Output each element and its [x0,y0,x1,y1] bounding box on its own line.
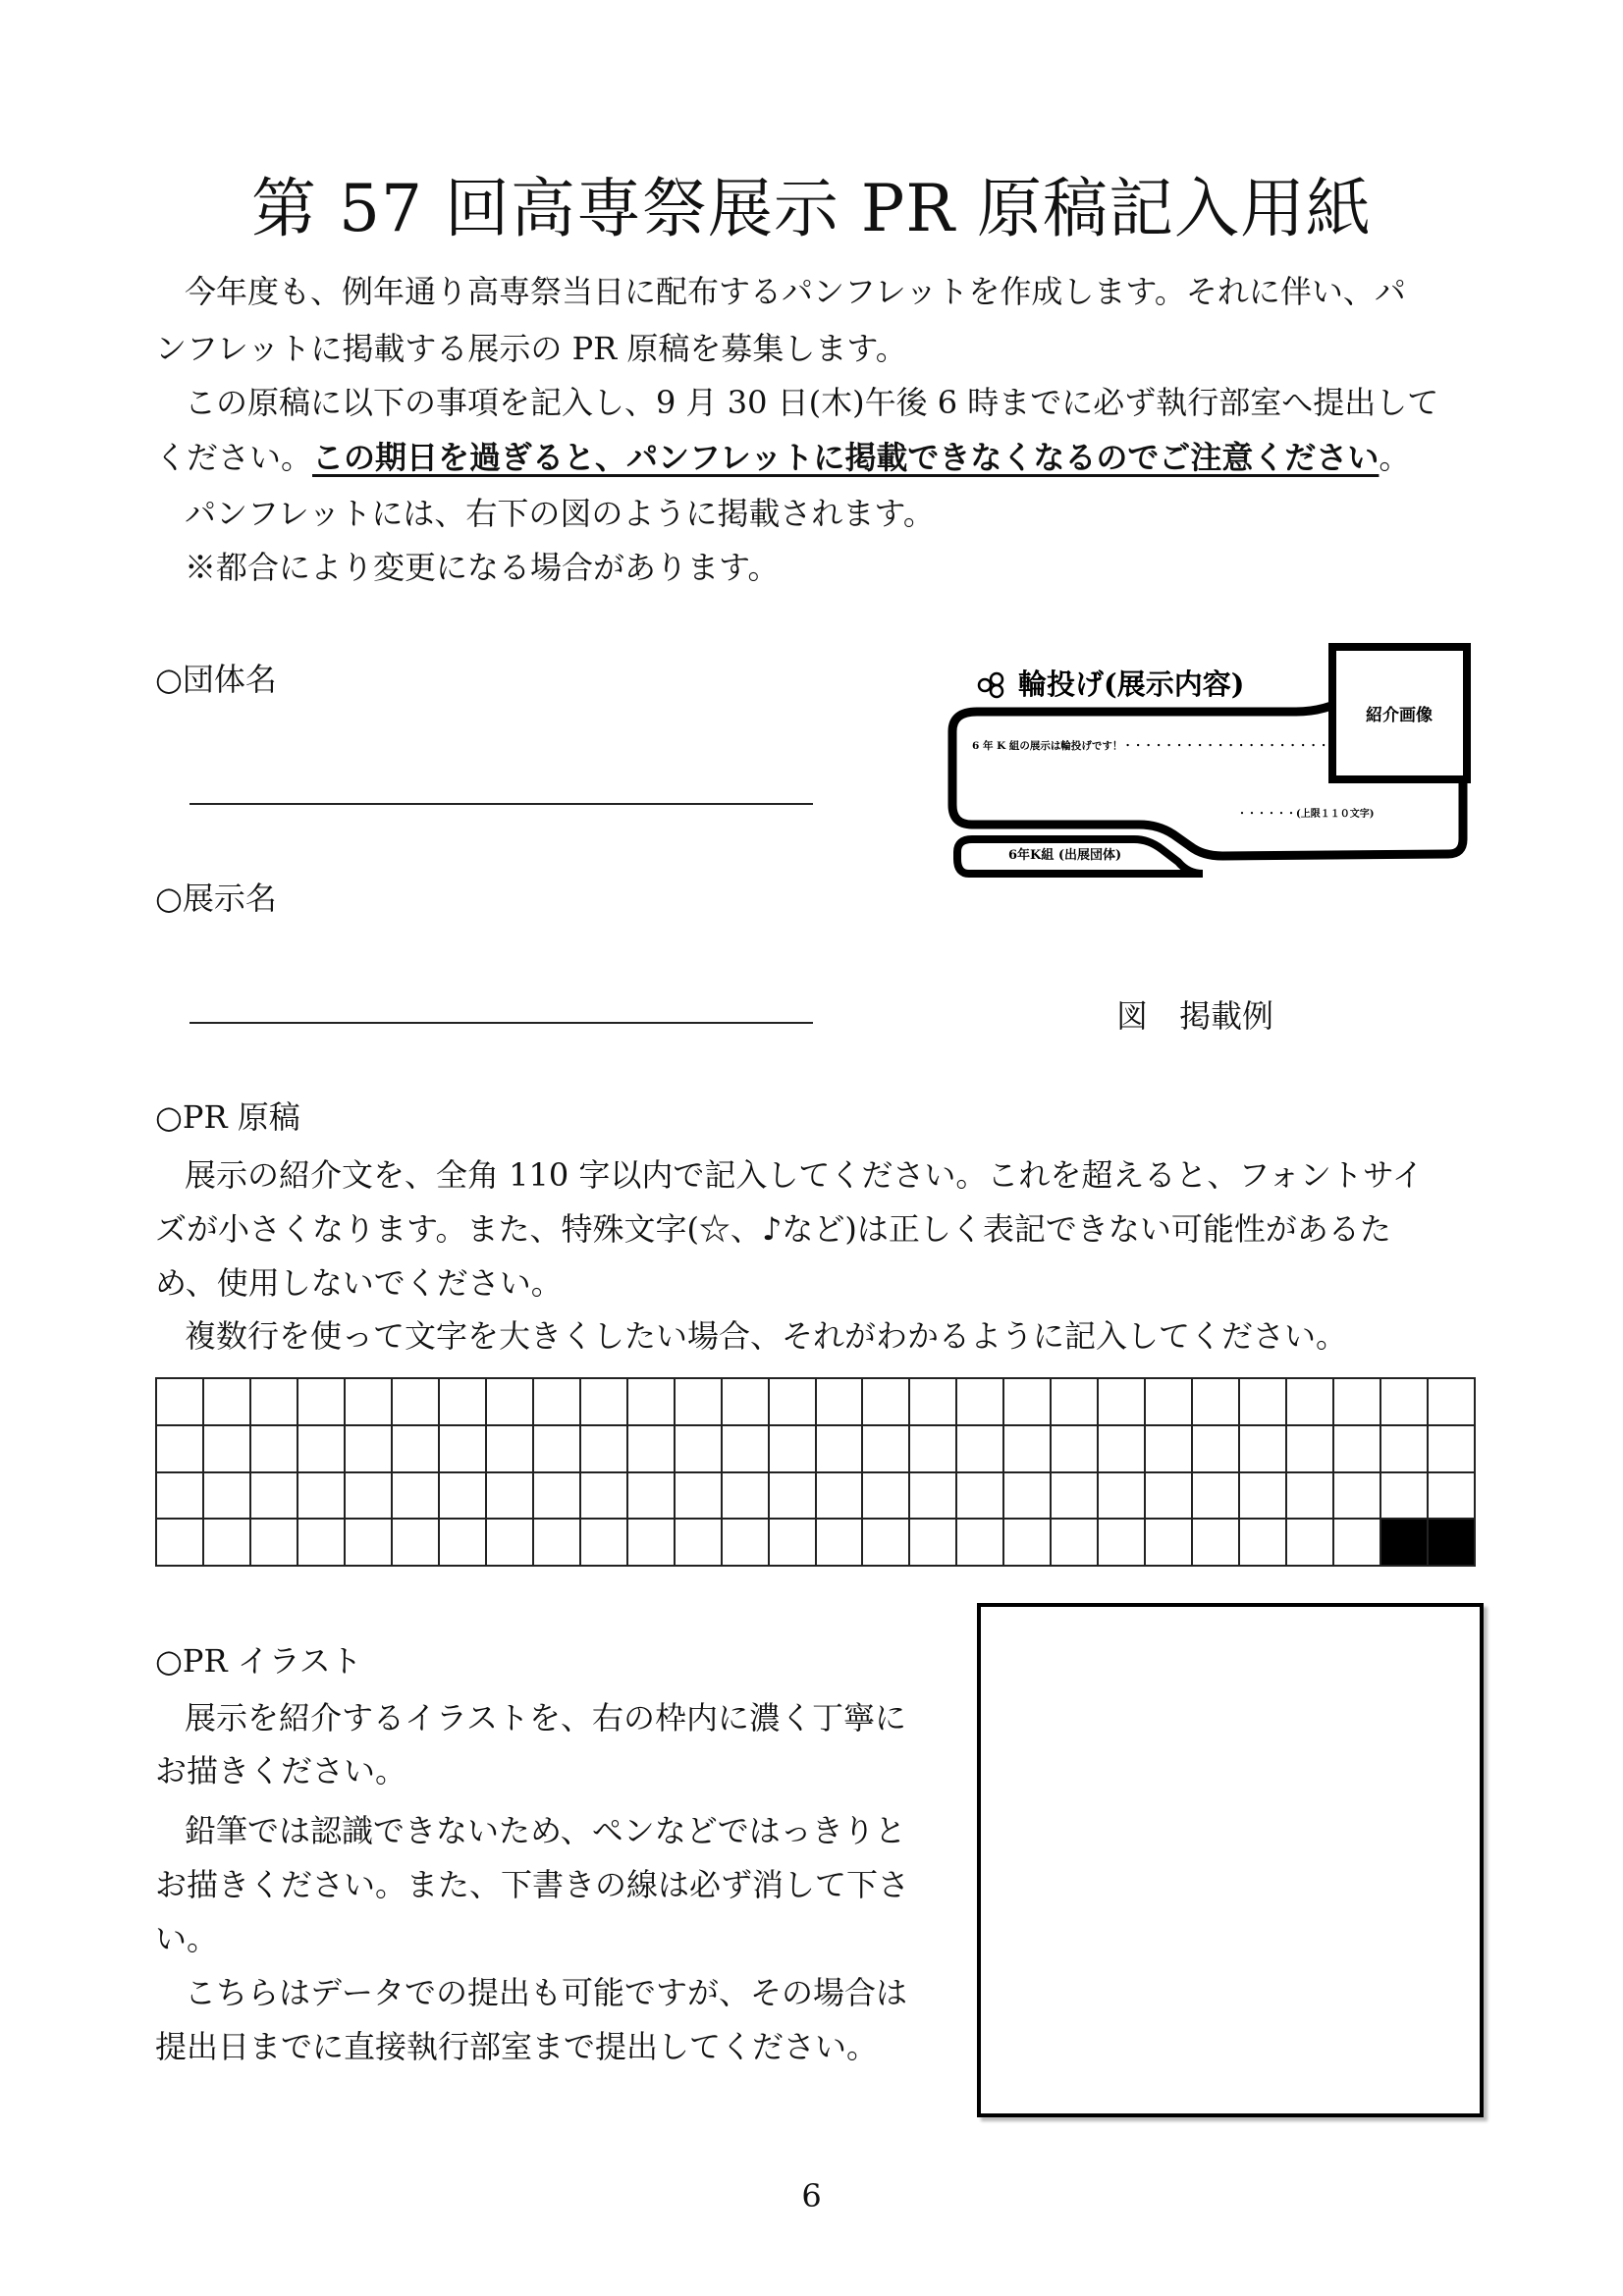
figure-heading: 輪投げ(展示内容) [1018,667,1245,701]
grid-cell[interactable] [770,1426,817,1473]
grid-cell-blocked [1429,1520,1476,1567]
grid-cell[interactable] [581,1520,628,1567]
grid-cell[interactable] [957,1473,1004,1521]
grid-cell[interactable] [298,1473,346,1521]
grid-cell[interactable] [1099,1379,1146,1426]
pr-text-line-4: 複数行を使って文字を大きくしたい場合、それがわかるように記入してください。 [185,1317,1348,1355]
grid-cell[interactable] [863,1379,910,1426]
intro-line-6: ※都合により変更になる場合があります。 [185,549,780,586]
grid-cell[interactable] [628,1520,676,1567]
grid-cell[interactable] [204,1426,251,1473]
pr-illust-line-5: い。 [155,1920,219,1957]
grid-cell[interactable] [1193,1473,1240,1521]
grid-cell[interactable] [440,1473,487,1521]
grid-cell[interactable] [298,1426,346,1473]
grid-cell[interactable] [1334,1520,1381,1567]
grid-cell[interactable] [534,1426,581,1473]
pr-text-label: ○PR 原稿 [155,1098,300,1136]
grid-cell[interactable] [1052,1426,1099,1473]
grid-cell[interactable] [1146,1379,1193,1426]
intro-line-3: この原稿に以下の事項を記入し、9 月 30 日(木)午後 6 時までに必ず執行部室へ提出して [185,384,1439,421]
grid-cell[interactable] [440,1520,487,1567]
grid-cell[interactable] [1334,1426,1381,1473]
grid-cell[interactable] [1146,1520,1193,1567]
grid-cell[interactable] [1004,1379,1052,1426]
grid-cell[interactable] [1429,1426,1476,1473]
grid-cell[interactable] [393,1426,440,1473]
deadline-warning: この期日を過ぎると、パンフレットに掲載できなくなるのでご注意ください [312,439,1380,476]
pr-text-line-1: 展示の紹介文を、全角 110 字以内で記入してください。これを超えると、フォントサイ [185,1156,1424,1194]
pr-text-line-3: め、使用しないでください。 [155,1264,563,1302]
figure-sample-text: 6 年 K 組の展示は輪投げです！・・・・・・・・・・・・・・・・・・・・ [972,740,1329,752]
grid-cell[interactable] [581,1379,628,1426]
grid-cell[interactable] [910,1520,957,1567]
grid-cell[interactable] [770,1473,817,1521]
grid-cell[interactable] [817,1426,864,1473]
pr-illust-line-3: 鉛筆では認識できないため、ペンなどではっきりと [185,1812,906,1849]
grid-cell[interactable] [628,1426,676,1473]
grid-cell[interactable] [393,1520,440,1567]
exhibit-name-label: ○展示名 [155,880,277,917]
grid-cell[interactable] [298,1379,346,1426]
grid-cell[interactable] [1004,1426,1052,1473]
grid-cell[interactable] [1099,1473,1146,1521]
grid-cell[interactable] [628,1379,676,1426]
grid-cell[interactable] [487,1379,534,1426]
grid-cell[interactable] [1287,1473,1334,1521]
grid-cell[interactable] [534,1473,581,1521]
grid-cell[interactable] [957,1520,1004,1567]
grid-cell[interactable] [440,1379,487,1426]
grid-cell[interactable] [676,1379,723,1426]
intro-line-5: パンフレットには、右下の図のように掲載されます。 [185,495,935,532]
grid-cell[interactable] [723,1379,770,1426]
grid-cell[interactable] [723,1426,770,1473]
grid-cell[interactable] [863,1426,910,1473]
group-name-label: ○団体名 [155,661,277,698]
illustration-drawing-box[interactable] [977,1603,1484,2117]
grid-cell[interactable] [346,1379,393,1426]
group-name-field[interactable] [189,803,813,805]
grid-cell[interactable] [1240,1520,1287,1567]
layout-example-figure [938,638,1478,933]
intro-line-4-prefix: ください。 [155,439,313,476]
grid-cell[interactable] [628,1473,676,1521]
grid-cell[interactable] [251,1520,298,1567]
grid-cell[interactable] [487,1520,534,1567]
grid-cell[interactable] [910,1473,957,1521]
grid-cell[interactable] [1287,1520,1334,1567]
grid-cell[interactable] [1004,1520,1052,1567]
grid-cell[interactable] [723,1473,770,1521]
grid-cell[interactable] [346,1473,393,1521]
page-title: 第 57 回高専祭展示 PR 原稿記入用紙 [250,171,1372,246]
pr-text-line-2: ズが小さくなります。また、特殊文字(☆、♪など)は正しく表記できない可能性があるた [155,1210,1391,1248]
grid-cell[interactable] [204,1520,251,1567]
grid-cell[interactable] [770,1379,817,1426]
grid-cell[interactable] [676,1520,723,1567]
grid-cell[interactable] [1240,1426,1287,1473]
grid-cell[interactable] [346,1426,393,1473]
image-placeholder-label: 紹介画像 [1366,706,1433,725]
intro-line-4-suffix: 。 [1379,439,1411,476]
pr-illust-line-2: お描きください。 [155,1752,407,1789]
grid-cell[interactable] [1193,1520,1240,1567]
pr-illust-line-6: こちらはデータでの提出も可能ですが、その場合は [185,1974,908,2011]
grid-cell[interactable] [1052,1379,1099,1426]
grid-cell[interactable] [157,1426,204,1473]
grid-cell[interactable] [910,1379,957,1426]
intro-line-1: 今年度も、例年通り高専祭当日に配布するパンフレットを作成します。それに伴い、パ [185,273,1406,310]
grid-cell[interactable] [1193,1379,1240,1426]
pr-text-grid[interactable] [155,1377,1476,1567]
grid-cell[interactable] [863,1473,910,1521]
grid-cell[interactable] [393,1379,440,1426]
pr-illust-line-1: 展示を紹介するイラストを、右の枠内に濃く丁寧に [185,1699,907,1736]
grid-cell[interactable] [346,1520,393,1567]
exhibit-name-field[interactable] [189,1022,813,1024]
grid-cell[interactable] [676,1426,723,1473]
grid-cell[interactable] [251,1426,298,1473]
grid-cell[interactable] [1146,1473,1193,1521]
page-number: 6 [801,2177,822,2215]
grid-cell[interactable] [487,1473,534,1521]
grid-cell[interactable] [157,1379,204,1426]
grid-cell[interactable] [770,1520,817,1567]
grid-cell[interactable] [204,1379,251,1426]
grid-cell-blocked [1381,1520,1429,1567]
grid-cell[interactable] [1429,1379,1476,1426]
grid-cell[interactable] [817,1379,864,1426]
grid-cell[interactable] [1287,1426,1334,1473]
grid-cell[interactable] [910,1426,957,1473]
grid-cell[interactable] [393,1473,440,1521]
grid-cell[interactable] [1193,1426,1240,1473]
grid-cell[interactable] [1099,1426,1146,1473]
pr-illust-label: ○PR イラスト [155,1642,362,1680]
intro-line-2: ンフレットに掲載する展示の PR 原稿を募集します。 [155,330,907,367]
grid-cell[interactable] [1429,1473,1476,1521]
grid-cell[interactable] [957,1379,1004,1426]
grid-cell[interactable] [863,1520,910,1567]
grid-cell[interactable] [157,1473,204,1521]
grid-cell[interactable] [817,1520,864,1567]
grid-cell[interactable] [204,1473,251,1521]
intro-line-4 [155,433,1410,482]
grid-cell[interactable] [298,1520,346,1567]
grid-cell[interactable] [1099,1520,1146,1567]
grid-cell[interactable] [1146,1426,1193,1473]
grid-cell[interactable] [1381,1426,1429,1473]
grid-cell[interactable] [440,1426,487,1473]
grid-cell[interactable] [251,1379,298,1426]
grid-cell[interactable] [1287,1379,1334,1426]
grid-cell[interactable] [723,1520,770,1567]
grid-cell[interactable] [1381,1473,1429,1521]
grid-cell[interactable] [534,1520,581,1567]
pr-illust-line-4: お描きください。また、下書きの線は必ず消して下さ [155,1866,910,1903]
grid-cell[interactable] [534,1379,581,1426]
grid-cell[interactable] [487,1426,534,1473]
grid-cell[interactable] [581,1426,628,1473]
grid-cell[interactable] [1052,1473,1099,1521]
grid-cell[interactable] [957,1426,1004,1473]
figure-limit-text: ・・・・・・(上限１１０文字) [1237,809,1375,820]
grid-cell[interactable] [1240,1379,1287,1426]
figure-caption: 図 掲載例 [1116,997,1274,1035]
grid-cell[interactable] [1052,1520,1099,1567]
grid-cell[interactable] [1334,1473,1381,1521]
pr-illust-line-7: 提出日までに直接執行部室まで提出してください。 [155,2028,879,2065]
grid-cell[interactable] [581,1473,628,1521]
grid-cell[interactable] [676,1473,723,1521]
grid-cell[interactable] [157,1520,204,1567]
figure-group-tab-text: 6年K組 (出展団体) [1008,848,1122,863]
grid-cell[interactable] [1381,1379,1429,1426]
grid-cell[interactable] [817,1473,864,1521]
grid-cell[interactable] [1334,1379,1381,1426]
grid-cell[interactable] [1240,1473,1287,1521]
grid-cell[interactable] [1004,1473,1052,1521]
flower-icon [979,673,1002,697]
grid-cell[interactable] [251,1473,298,1521]
